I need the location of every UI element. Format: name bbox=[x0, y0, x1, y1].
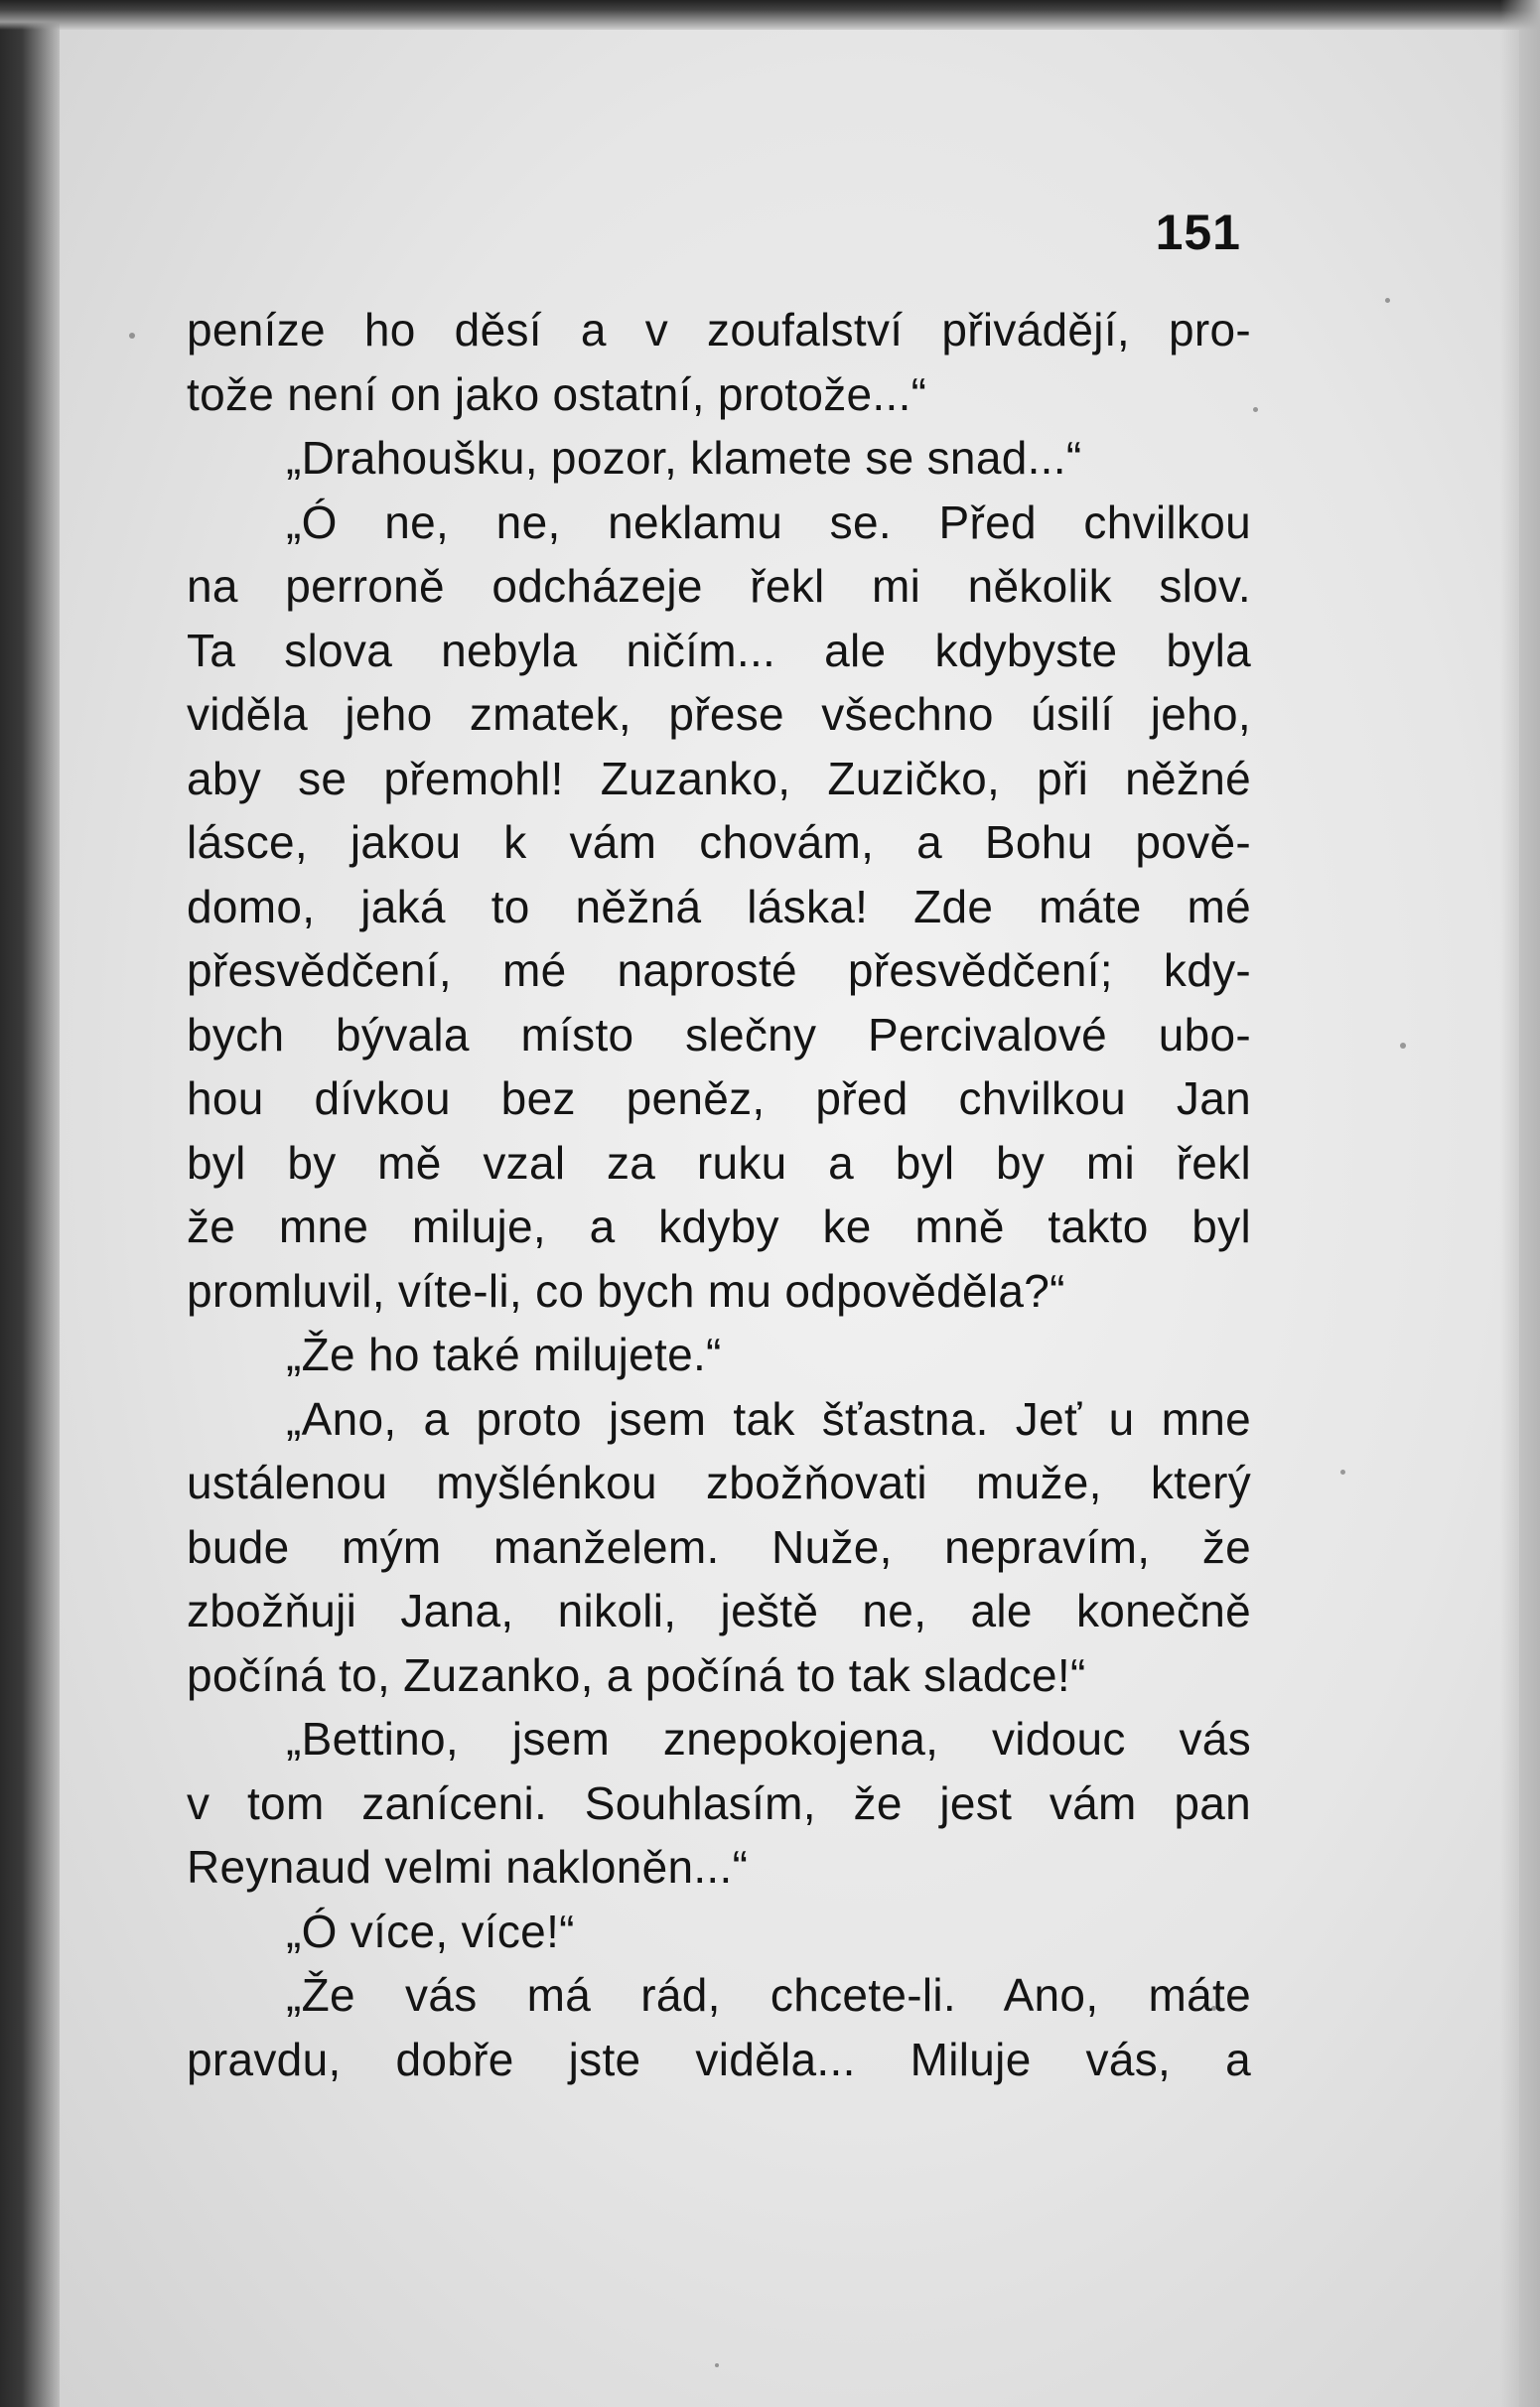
page-number: 151 bbox=[1155, 205, 1241, 260]
text-line: ustálenou myšlénkou zbožňovati muže, který bbox=[187, 1457, 1251, 1508]
top-edge-shadow bbox=[0, 0, 1540, 30]
text-line: počíná to, Zuzanko, a počíná to tak sladce!“ bbox=[187, 1648, 1086, 1701]
text-line: pravdu, dobře jste viděla... Miluje vás, a bbox=[187, 2033, 1251, 2085]
text-line: „Bettino, jsem znepokojena, vidouc vás bbox=[286, 1713, 1251, 1765]
text-line: „Ó ne, ne, neklamu se. Před chvilkou bbox=[286, 496, 1251, 548]
dust-speck bbox=[1400, 1043, 1406, 1049]
text-line: viděla jeho zmatek, přese všechno úsilí jeho, bbox=[187, 688, 1251, 740]
text-line: „Drahoušku, pozor, klamete se snad...“ bbox=[286, 432, 1082, 484]
text-line: „Že vás má rád, chcete-li. Ano, máte bbox=[286, 1969, 1251, 2021]
text-line: Ta slova nebyla ničím... ale kdybyste byla bbox=[187, 624, 1251, 676]
text-line: zbožňuji Jana, nikoli, ještě ne, ale konečně bbox=[187, 1585, 1251, 1636]
text-line: lásce, jakou k vám chovám, a Bohu pově- bbox=[187, 816, 1251, 868]
book-gutter-shadow bbox=[0, 0, 60, 2407]
text-line: přesvědčení, mé naprosté přesvědčení; kdy- bbox=[187, 944, 1251, 996]
dust-speck bbox=[129, 333, 135, 339]
dust-speck bbox=[1253, 407, 1258, 412]
text-line: že mne miluje, a kdyby ke mně takto byl bbox=[187, 1201, 1251, 1252]
text-line: domo, jaká to něžná láska! Zde máte mé bbox=[187, 880, 1251, 932]
text-line: bych bývala místo slečny Percivalové ubo- bbox=[187, 1008, 1251, 1061]
body-text bbox=[187, 298, 1251, 2091]
dust-speck bbox=[1385, 298, 1390, 303]
text-line: „Ano, a proto jsem tak šťastna. Jeť u mne bbox=[286, 1392, 1251, 1445]
dust-speck bbox=[715, 2363, 719, 2367]
text-line: tože není on jako ostatní, protože...“ bbox=[187, 367, 927, 420]
text-line: Reynaud velmi nakloněn...“ bbox=[187, 1841, 749, 1893]
text-line: hou dívkou bez peněz, před chvilkou Jan bbox=[187, 1072, 1251, 1124]
text-line: „Ó více, více!“ bbox=[286, 1905, 575, 1957]
text-line: v tom zaníceni. Souhlasím, že jest vám pan bbox=[187, 1776, 1251, 1829]
right-edge-shadow bbox=[1500, 0, 1540, 2407]
text-line: bude mým manželem. Nuže, nepravím, že bbox=[187, 1520, 1251, 1573]
text-line: promluvil, víte-li, co bych mu odpověděla?“ bbox=[187, 1264, 1065, 1317]
text-line: aby se přemohl! Zuzanko, Zuzičko, při něžné bbox=[187, 752, 1251, 804]
text-line: „Že ho také milujete.“ bbox=[286, 1329, 722, 1380]
text-line: peníze ho děsí a v zoufalství přivádějí, pro- bbox=[187, 304, 1251, 355]
dust-speck bbox=[1340, 1470, 1345, 1475]
text-line: na perroně odcházeje řekl mi několik slov. bbox=[187, 560, 1251, 612]
text-line: byl by mě vzal za ruku a byl by mi řekl bbox=[187, 1136, 1251, 1189]
